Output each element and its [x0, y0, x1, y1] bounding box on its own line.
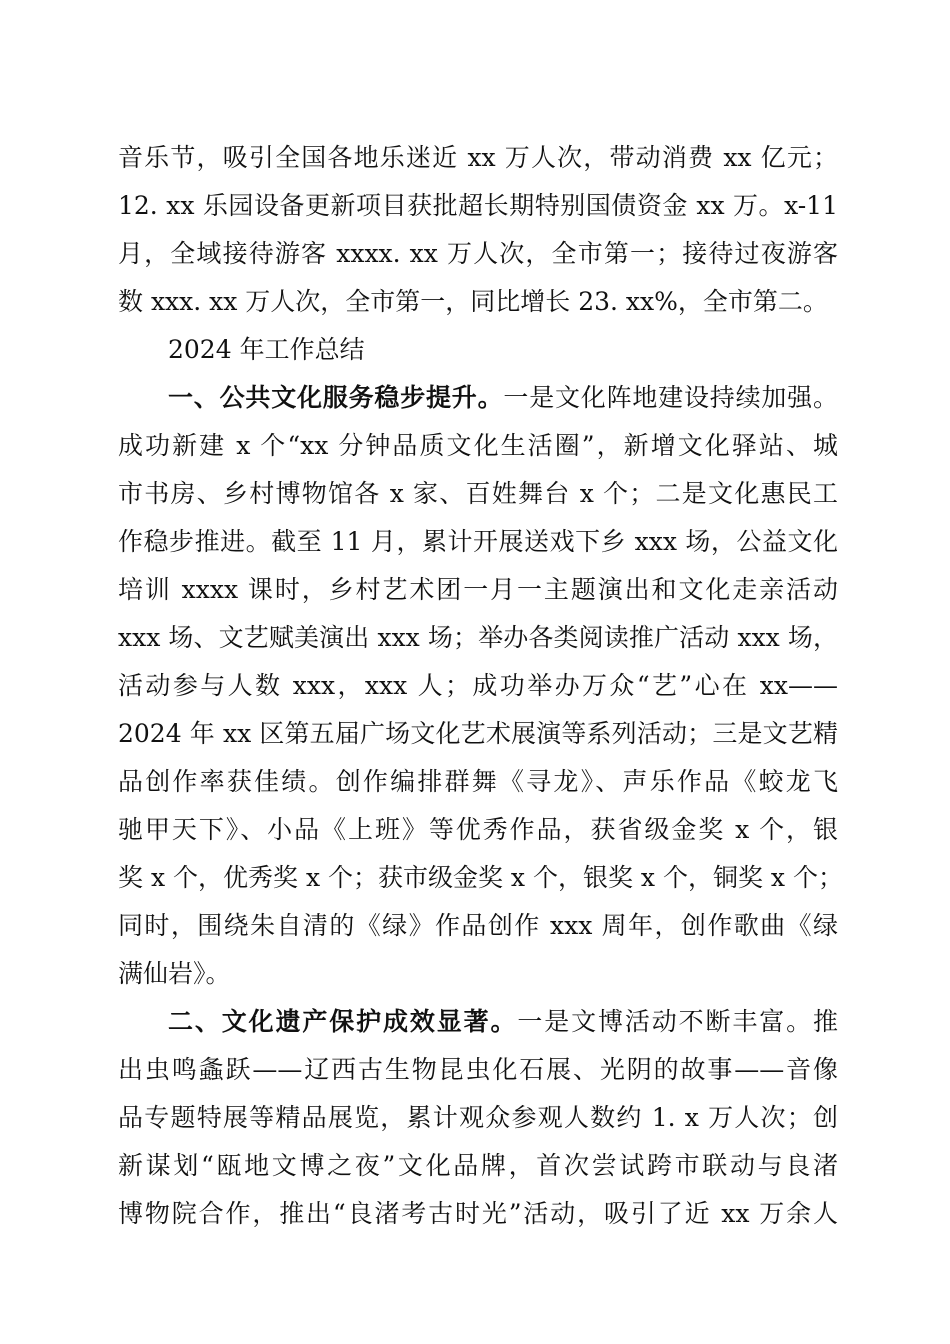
section2-line-2: 出虫鸣螽跃——辽西古生物昆虫化石展、光阴的故事——音像 — [118, 1055, 838, 1084]
section2-line-4: 新谋划“瓯地文博之夜”文化品牌，首次尝试跨市联动与良渚 — [118, 1151, 838, 1180]
section1-line-2: 成功新建 x 个“xx 分钟品质文化生活圈”，新增文化驿站、城 — [118, 431, 838, 460]
section2-line-1-text: 一是文博活动不断丰富。推 — [517, 1007, 838, 1036]
section1-line-4: 作稳步推进。截至 11 月，累计开展送戏下乡 xxx 场，公益文化 — [118, 527, 838, 556]
section1-line-10: 驰甲天下》、小品《上班》等优秀作品，获省级金奖 x 个，银 — [118, 815, 838, 844]
intro-line-2: 12. xx 乐园设备更新项目获批超长期特别国债资金 xx 万。x-11 — [118, 191, 838, 220]
section1-line-6: xxx 场、文艺赋美演出 xxx 场；举办各类阅读推广活动 xxx 场， — [118, 623, 838, 652]
section1-line-3: 市书房、乡村博物馆各 x 家、百姓舞台 x 个；二是文化惠民工 — [118, 479, 838, 508]
section2-line-5: 博物院合作，推出“良渚考古时光”活动，吸引了近 xx 万余人 — [118, 1199, 838, 1228]
section1-heading: 一、公共文化服务稳步提升。 — [168, 383, 504, 412]
section1-line-5: 培训 xxxx 课时，乡村艺术团一月一主题演出和文化走亲活动 — [118, 575, 838, 604]
section-title: 2024 年工作总结 — [168, 335, 365, 364]
section1-line-9: 品创作率获佳绩。创作编排群舞《寻龙》、声乐作品《蛟龙飞 — [118, 767, 838, 796]
section1-line-12: 同时，围绕朱自清的《绿》作品创作 xxx 周年，创作歌曲《绿 — [118, 911, 838, 940]
section2-line-1 — [168, 1000, 838, 1044]
section2-heading: 二、文化遗产保护成效显著。 — [168, 1007, 518, 1036]
intro-line-1: 音乐节，吸引全国各地乐迷近 xx 万人次，带动消费 xx 亿元； — [118, 143, 838, 172]
section1-line-7: 活动参与人数 xxx，xxx 人；成功举办万众“艺”心在 xx—— — [118, 671, 838, 700]
section1-line-1 — [168, 376, 838, 420]
intro-line-4: 数 xxx. xx 万人次，全市第一，同比增长 23. xx%，全市第二。 — [118, 287, 828, 316]
section1-line-11: 奖 x 个，优秀奖 x 个；获市级金奖 x 个，银奖 x 个，铜奖 x 个； — [118, 863, 843, 892]
section2-line-3: 品专题特展等精品展览，累计观众参观人数约 1. x 万人次；创 — [118, 1103, 838, 1132]
section1-line-13: 满仙岩》。 — [118, 959, 231, 988]
intro-line-3: 月，全域接待游客 xxxx. xx 万人次，全市第一；接待过夜游客 — [118, 239, 838, 268]
section1-line-1-text: 一是文化阵地建设持续加强。 — [503, 383, 838, 412]
section1-line-8: 2024 年 xx 区第五届广场文化艺术展演等系列活动；三是文艺精 — [118, 719, 838, 748]
